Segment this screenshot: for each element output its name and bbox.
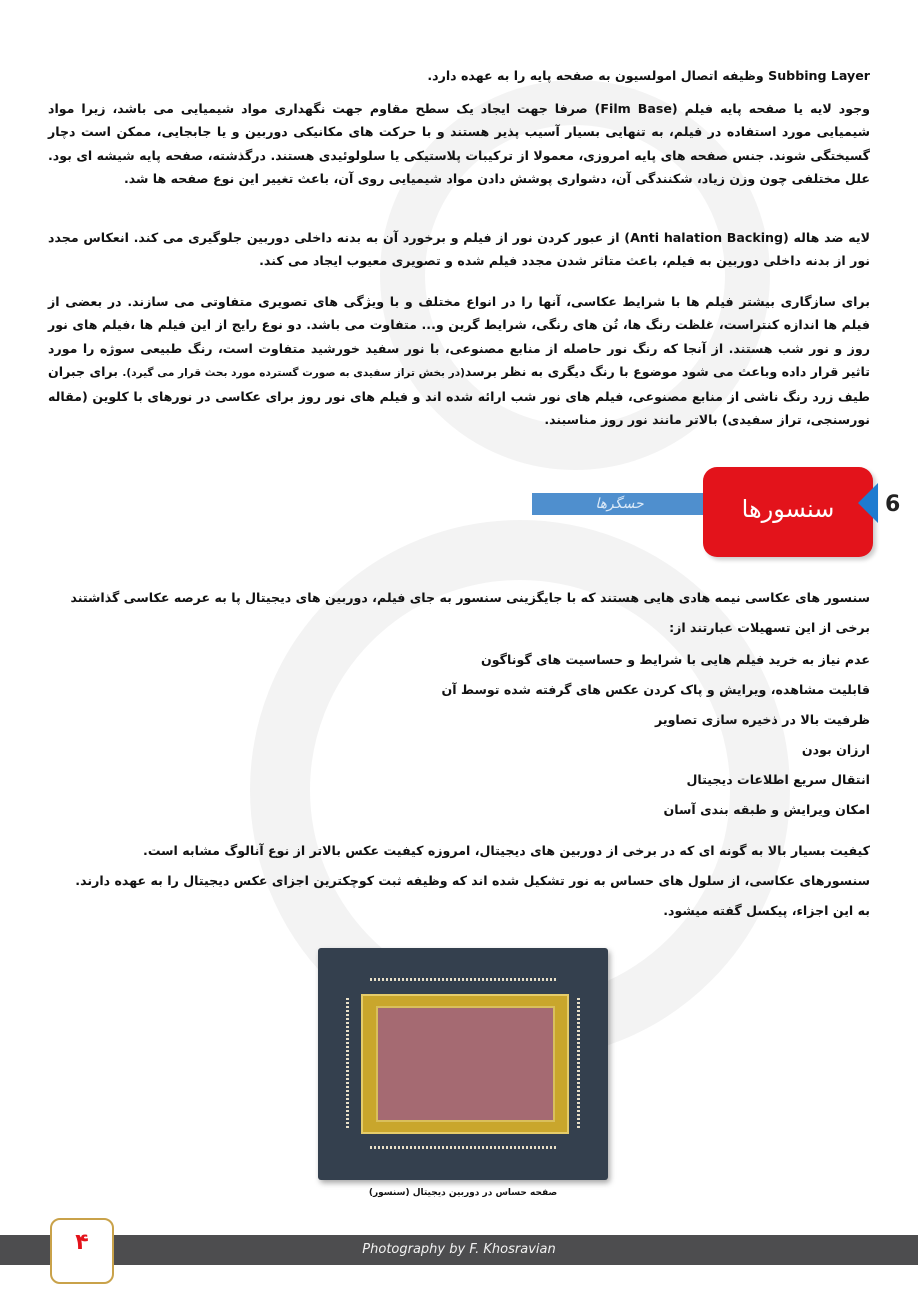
closing-line: کیفیت بسیار بالا به گونه ای که در برخی از دوربین های دیجیتال، امروزه کیفیت عکس بالاتر از نوع آنالوگ مشابه است. — [143, 843, 870, 858]
list-item: قابلیت مشاهده، ویرایش و پاک کردن عکس های گرفته شده توسط آن — [441, 682, 870, 697]
paragraph-anti-halation: لایه ضد هاله (Anti halation Backing) از عبور کردن نور از فیلم و برخورد آن به بدنه داخلی دوربین جلوگیری می کند. انعکاس مجدد نور از بدنه داخلی دوربین به فیلم، باعث متاثر شدن مجدد فیلم شده و تصویری معیوب ایجاد می کند. — [48, 230, 870, 269]
sensor-intro — [48, 583, 870, 643]
section-subtitle: حسگرها — [595, 496, 644, 512]
section-title: سنسورها — [741, 495, 835, 523]
footer-credit: Photography by F. Khosravian — [362, 1242, 556, 1257]
page-number: ۴ — [75, 1230, 89, 1255]
list-item: ظرفیت بالا در ذخیره سازی تصاویر — [655, 712, 870, 727]
paragraph-film-base: وجود لایه یا صفحه پایه فیلم (Film Base) صرفا جهت ایجاد یک سطح مقاوم جهت نگهداری مواد شیمیایی می باشد، زیرا مواد شیمیایی مورد استفاده در فیلم، به تنهایی بسیار آسیب پذیر هستند و با حرکت های مکانیکی دوربین و یا جابجایی، ممکن است دچار گسیختگی شوند. جنس صفحه های پایه امروزی، معمولا از ترکیبات پلاستیکی یا سلولوئیدی هستند. درگذشته، صفحه پایه شیشه ای بود. علل مختلفی چون وزن زیاد، شکنندگی آن، دشواری پوشش دادن مواد شیمیایی روی آن، باعث تغییر این نوع صفحه ها شد. — [48, 101, 870, 186]
benefits-list — [48, 645, 870, 825]
section-arrow-icon — [858, 483, 878, 523]
paragraph-subbing-layer: Subbing Layer وظیفه اتصال امولسیون به صفحه پایه را به عهده دارد. — [427, 68, 870, 83]
closing-line: به این اجزاء، پیکسل گفته میشود. — [663, 903, 870, 918]
list-item: ارزان بودن — [801, 742, 870, 757]
section-number: 6 — [885, 492, 901, 517]
sensor-pixel-area — [376, 1006, 555, 1122]
list-item: انتقال سریع اطلاعات دیجیتال — [686, 772, 870, 787]
figure-caption: صفحه حساس در دوربین دیجیتال (سنسور) — [368, 1188, 558, 1198]
closing-line: سنسورهای عکاسی، از سلول های حساس به نور تشکیل شده اند که وظیفه ثبت کوچکترین اجزای عکس دیجیتال را به عهده دارند. — [75, 873, 870, 888]
intro-line: سنسور های عکاسی نیمه هادی هایی هستند که با جایگزینی سنسور به جای فیلم، دوربین های دیجیتال پا به عرصه عکاسی گذاشتند — [70, 590, 870, 605]
list-item: امکان ویرایش و طبقه بندی آسان — [663, 802, 870, 817]
camera-sensor-chip-icon — [318, 948, 608, 1180]
sensor-closing — [48, 836, 870, 926]
paragraph-film-types: برای سازگاری بیشتر فیلم ها با شرایط عکاسی، آنها را در انواع مختلف و با ویژگی های تصویری متفاوتی می سازند. در بعضی از فیلم ها اندازه کنتراست، غلظت رنگ ها، تُن های رنگی، شرایط گرین و... متفاوت می باشد. دو نوع رایج از این فیلم ها ،فیلم های نور روز و نور شب هستند. از آنجا که رنگ نور حاصله از منابع مصنوعی، با نور سفید خورشید متفاوت است، رنگ طبیعی سوژه را مورد تاثیر قرار داده وباعث می شود موضوع با رنگ دیگری به نظر برسد(در بخش تراز سفیدی به صورت گسترده مورد بحث قرار می گیرد). برای جبران طیف زرد رنگ ناشی از منابع مصنوعی، فیلم های نور شب ارائه شده اند و فیلم های نور روز برای عکاسی در نورهای با کلوین (مقاله نورسنجی، تراز سفیدی) بالاتر مانند نور روز مناسبند. — [48, 294, 870, 428]
list-item: عدم نیاز به خرید فیلم هایی با شرایط و حساسیت های گوناگون — [481, 652, 870, 667]
intro-line: برخی از این تسهیلات عبارتند از: — [669, 620, 870, 635]
